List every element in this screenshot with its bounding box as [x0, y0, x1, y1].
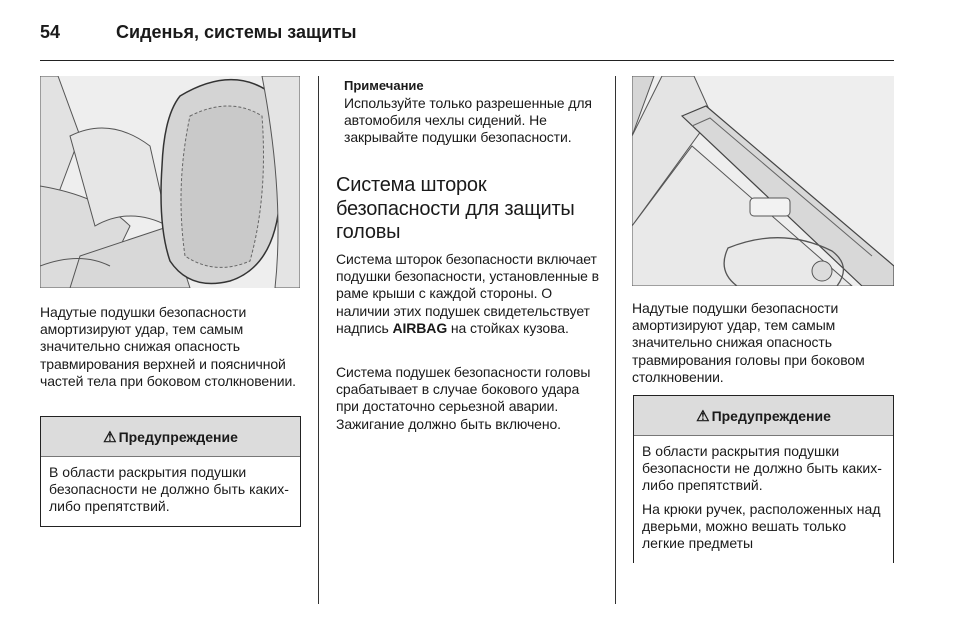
header-divider	[40, 60, 894, 61]
warning-text-2: На крюки ручек, расположенных над дверьми, можно вешать только легкие предметы	[642, 500, 881, 552]
warning-body	[41, 457, 300, 523]
warning-triangle-icon: ⚠	[696, 407, 710, 425]
curtain-airbag-figure	[632, 76, 894, 286]
warning-triangle-icon: ⚠	[103, 428, 117, 446]
note-label: Примечание	[344, 78, 424, 93]
middle-paragraph-1	[336, 251, 604, 337]
warning-header	[41, 417, 300, 457]
right-warning-box	[633, 395, 894, 563]
warning-body	[634, 436, 893, 559]
airbag-label: AIRBAG	[392, 319, 448, 336]
warning-text-1: В области раскрытия подушки безопасности не должно быть каких-либо препятствий.	[642, 443, 882, 494]
left-warning-box	[40, 416, 301, 527]
page-number: 54	[40, 22, 61, 42]
paragraph-text: Система шторок безопасности включает подушки безопасности, установленные в раме крыши с каждой стороны. О наличии этих подушек свидетельствует надпись	[336, 251, 599, 336]
note-text: Используйте только разрешенные для автомобиля чехлы сидений. Не закрывайте подушки безопасности.	[344, 95, 592, 146]
warning-title: Предупреждение	[711, 407, 831, 424]
section-heading: Система шторок безопасности для защиты головы	[336, 174, 575, 243]
section-title: Сиденья, системы защиты	[116, 22, 357, 42]
right-caption: Надутые подушки безопасности амортизируют удар, тем самым значительно снижая опасность травмирования головы при боковом столкновении.	[632, 300, 865, 385]
warning-title: Предупреждение	[118, 428, 238, 445]
warning-header	[634, 396, 893, 436]
seat-airbag-figure	[40, 76, 300, 288]
column-divider-left	[318, 76, 319, 604]
column-divider-right	[615, 76, 616, 604]
middle-paragraph-2: Система подушек безопасности головы срабатывает в случае бокового удара при достаточно серьезной аварии. Зажигание должно быть включено.	[336, 364, 591, 432]
left-caption: Надутые подушки безопасности амортизируют удар, тем самым значительно снижая опасность травмирования верхней и поясничной частей тела при боковом столкновении.	[40, 304, 296, 389]
paragraph-text: на стойках кузова.	[447, 319, 569, 336]
curtain-airbag-pillar-illustration	[632, 76, 894, 286]
warning-text: В области раскрытия подушки безопасности не должно быть каких-либо препятствий.	[49, 464, 289, 515]
seat-side-airbag-illustration	[40, 76, 300, 288]
